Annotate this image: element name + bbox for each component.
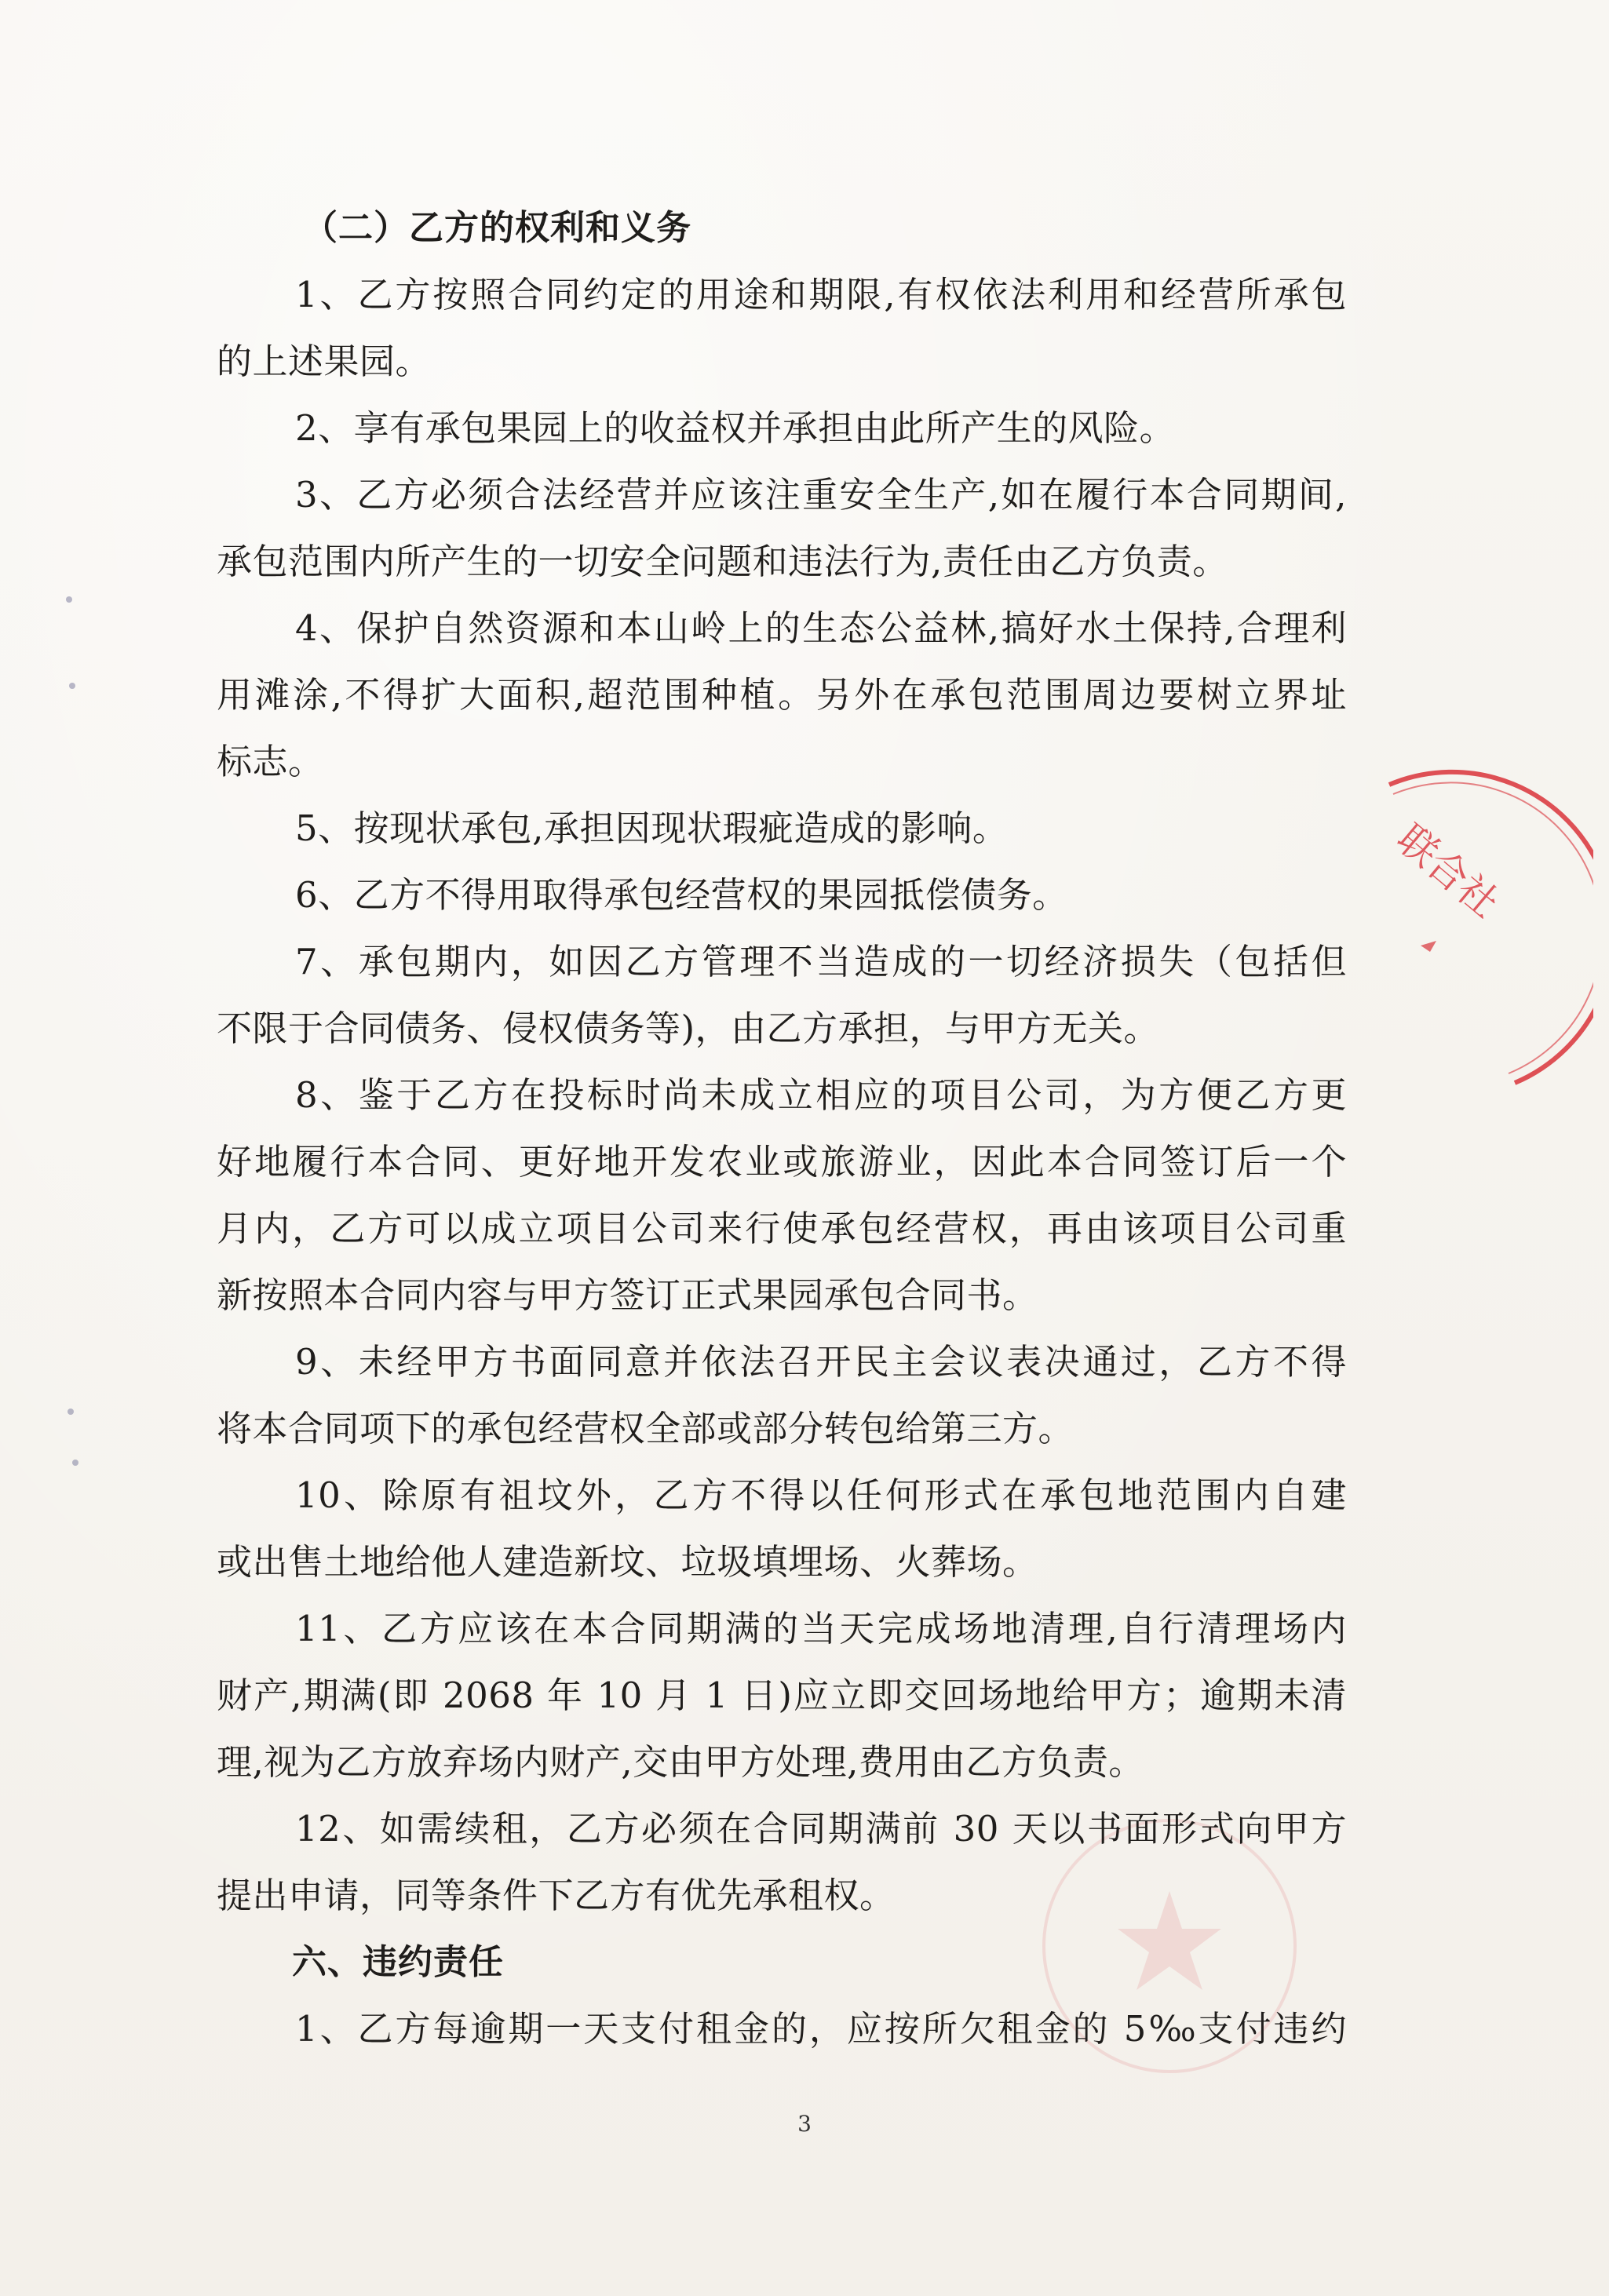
paragraph-line: 提出申请，同等条件下乙方有优先承租权。 [217, 1875, 896, 1916]
paragraph-line: 9、未经甲方书面同意并依法召开民主会议表决通过，乙方不得 [295, 1341, 1347, 1383]
paragraph-line: 新按照本合同内容与甲方签订正式果园承包合同书。 [217, 1274, 1038, 1316]
paragraph [217, 862, 1347, 928]
paragraph-line: 用滩涂,不得扩大面积,超范围种植。另外在承包范围周边要树立界址 [217, 674, 1347, 716]
section-heading: （二）乙方的权利和义务 [303, 208, 691, 248]
paragraph-line: 1、乙方按照合同约定的用途和期限,有权依法利用和经营所承包 [295, 274, 1347, 315]
paragraph [217, 1328, 1347, 1462]
scan-dot [67, 1409, 74, 1415]
scan-dot [69, 683, 75, 689]
paragraph-line: 月内，乙方可以成立项目公司来行使承包经营权，再由该项目公司重 [217, 1208, 1347, 1249]
paragraph [217, 1462, 1347, 1595]
paragraph-line: 1、乙方每逾期一天支付租金的，应按所欠租金的 5‰支付违约 [295, 2008, 1347, 2050]
section6-heading: 六、违约责任 [292, 1942, 504, 1982]
paragraph-line: 5、按现状承包,承担因现状瑕疵造成的影响。 [295, 807, 1009, 849]
paragraph [217, 795, 1347, 862]
document-body [217, 195, 1347, 2062]
paragraph-line: 2、享有承包果园上的收益权并承担由此所产生的风险。 [295, 407, 1176, 449]
paragraph-line: 的上述果园。 [217, 341, 432, 382]
paragraph-line: 不限于合同债务、侵权债务等)，由乙方承担，与甲方无关。 [217, 1008, 1160, 1049]
paragraph-line: 10、除原有祖坟外，乙方不得以任何形式在承包地范围内自建 [295, 1474, 1347, 1516]
paragraph [217, 928, 1347, 1062]
paragraph-line: 7、承包期内，如因乙方管理不当造成的一切经济损失（包括但 [295, 941, 1347, 982]
paragraph-line: 将本合同项下的承包经营权全部或部分转包给第三方。 [217, 1408, 1074, 1449]
paragraph-line: 11、乙方应该在本合同期满的当天完成场地清理,自行清理场内 [295, 1608, 1347, 1649]
paragraph [217, 395, 1347, 461]
paragraph-line: 理,视为乙方放弃场内财产,交由甲方处理,费用由乙方负责。 [217, 1741, 1144, 1783]
paragraph-list [217, 261, 1347, 1929]
paragraph-line: 12、如需续租，乙方必须在合同期满前 30 天以书面形式向甲方 [295, 1808, 1347, 1850]
paragraph-line: 6、乙方不得用取得承包经营权的果园抵偿债务。 [295, 874, 1068, 916]
paragraph [217, 1795, 1347, 1929]
seal-text: 联合社 [1388, 815, 1508, 927]
scan-dot [72, 1460, 78, 1466]
paragraph-line: 4、保护自然资源和本山岭上的生态公益林,搞好水土保持,合理利 [295, 607, 1347, 649]
section6-paragraph-list [217, 1995, 1347, 2062]
paragraph-line: 或出售土地给他人建造新坟、垃圾填埋场、火葬场。 [217, 1541, 1038, 1583]
paragraph [217, 595, 1347, 795]
paragraph-line: 承包范围内所产生的一切安全问题和违法行为,责任由乙方负责。 [217, 541, 1228, 582]
paragraph-line: 好地履行本合同、更好地开发农业或旅游业，因此本合同签订后一个 [217, 1141, 1347, 1183]
paragraph-line: 标志。 [217, 741, 324, 782]
paragraph [217, 1062, 1347, 1328]
paragraph-line: 3、乙方必须合法经营并应该注重安全生产,如在履行本合同期间, [295, 474, 1347, 516]
paragraph-line: 财产,期满(即 2068 年 10 月 1 日)应立即交回场地给甲方；逾期未清 [217, 1675, 1347, 1716]
paragraph [217, 1995, 1347, 2062]
scan-dot [66, 596, 72, 603]
paragraph-line: 8、鉴于乙方在投标时尚未成立相应的项目公司，为方便乙方更 [295, 1074, 1347, 1116]
red-seal-stamp [1334, 753, 1593, 1114]
page-number: 3 [797, 2111, 812, 2137]
paragraph [217, 461, 1347, 595]
paragraph [217, 261, 1347, 395]
paragraph [217, 1595, 1347, 1795]
